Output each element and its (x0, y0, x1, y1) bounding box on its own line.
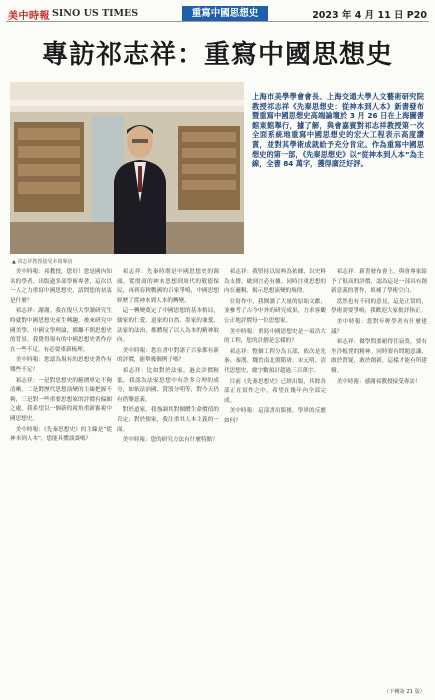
article-paragraph: 祁志祥：比如對於法家，過去評價較低，我認為法家思想中有許多合理的成分，如依法治國、賞罰分明等，對今天仍有借鑒意義。 (117, 367, 219, 403)
article-paragraph: 美中時報：祁教授，您好！您是國內知名的學者，出版過多部學術專著，這次以一人之力重寫中國思想史，請問您的初衷是什麼？ (10, 269, 112, 304)
date-page-number: 2023 年 4 月 11 日 P20 (312, 10, 427, 21)
article-paragraph: 對於道家，我強調其對個體生命價值的肯定；對於儒家，我注重其人本主義的一面。 (117, 407, 219, 433)
headline: 專訪祁志祥：重寫中國思想史 (41, 40, 393, 70)
photo-caption: ▲ 祁志祥教授接受本報專訪 (12, 259, 73, 265)
article-paragraph: 美中時報：這部書出版後，學界的反應如何？ (224, 408, 326, 424)
masthead (6, 6, 429, 22)
article-paragraph: 在寫作中，我閱讀了大量的原始文獻，並參考了古今中外的研究成果，力求客觀公正地評價每一位思想家。 (224, 298, 326, 324)
article-paragraph: 美中時報：您的研究方法有什麼特點？ (122, 437, 218, 444)
article-paragraph: 祁志祥：新書發布會上，與會專家給予了很高的評價，認為這是一部具有創新意義的著作，填補了學術空白。 (331, 269, 427, 295)
article-paragraph: 祁志祥：一是對思想史的範圍界定不夠清晰，二是對歷代思想演變的主線把握不夠，三是對一些重要思想家的評價有偏頗之處。我希望以一個新的視角重新審視中國思想史。 (10, 377, 112, 422)
article-paragraph: 美中時報：重寫中國思想史是一項浩大的工程，您的計劃是怎樣的？ (224, 328, 326, 345)
article-paragraph: 美中時報：您認為現有的思想史著作有哪些不足？ (10, 357, 112, 373)
article-paragraph: 祁志祥：謝謝。我在復旦大學讀研究生時就對中國思想史產生興趣，後來研究中國美學、中國文學理論，都離不開思想史的背景。我覺得現有的中國思想史著作存在一些不足，有必要重新梳理。 (10, 308, 112, 353)
article-paragraph: 美中時報：您在書中對諸子百家都有新的評價，能舉幾個例子嗎？ (117, 347, 219, 364)
article-column-4 (331, 268, 427, 688)
article-column-1 (10, 268, 112, 688)
portrait-photo (10, 82, 244, 254)
article-paragraph: 祁志祥：我堅持以原典為依據，以史料為支撐，做到言必有據。同時注重思想的內在邏輯，揭示思想演變的規律。 (224, 269, 326, 295)
article-paragraph: 祁志祥：做學問要耐得住寂寞，要有坐冷板凳的精神。同時要有問題意識，敢於質疑，敢於創新，這樣才能有所建樹。 (331, 339, 427, 374)
paper-name-english: SINO US TIMES (52, 8, 139, 19)
article-paragraph: 這一轉變奠定了中國思想的基本格局，儒家的仁愛、道家的自然、墨家的兼愛、法家的法治，都體現了以人為本的精神取向。 (117, 308, 219, 344)
article-paragraph: 目前《先秦思想史》已經出版，其餘各部正在寫作之中，希望在幾年內全部完成。 (224, 378, 326, 404)
article-paragraph: 當然也有不同的意見，這是正常的，學術需要爭鳴，我歡迎大家批評指正。 (331, 298, 427, 315)
article-column-3 (224, 268, 326, 688)
intro-paragraph: 上海市美學學會會長、上海交通大學人文藝術研究院教授祁志祥《先秦思想史：從神本到人本》新書發布暨重寫中國思想史高端論壇於 3 月 26 日在上海圖書館東館舉行，據了解，與會嘉賓對祁志祥教授第一次全面系統地重寫中國思想史的宏大工程表示高度讚賞，並對其學術成就給予充分肯定。作為重寫中國思想史的第一部，《先秦思想史》以“從神本到人本”為主線，全書 84 萬字，獲得廣泛好評。 (252, 92, 424, 169)
article-paragraph: 美中時報：《先秦思想史》的主線是“從神本到人本”，您能具體談談嗎？ (10, 426, 112, 443)
continued-note: （下轉第 21 版） (383, 689, 425, 695)
article-paragraph: 祁志祥：先秦時期是中國思想史的源頭。從殷商的神本思想到周代的敬德保民，再到春秋戰國的百家爭鳴，中國思想經歷了從神本到人本的轉變。 (117, 269, 219, 304)
article-paragraph: 美中時報：感謝祁教授接受專訪！ (336, 378, 421, 385)
section-label: 重寫中國思想史 (182, 6, 268, 21)
article-column-2 (117, 268, 219, 688)
paper-name-chinese: 美中時報 (8, 11, 50, 22)
article-paragraph: 美中時報：您對年輕學者有什麼建議？ (331, 318, 427, 335)
article-paragraph: 祁志祥：整個工程分為五部，依次是先秦、秦漢、魏晉南北朝隋唐、宋元明、清代思想史，總字數預計超過三百萬字。 (224, 348, 326, 374)
